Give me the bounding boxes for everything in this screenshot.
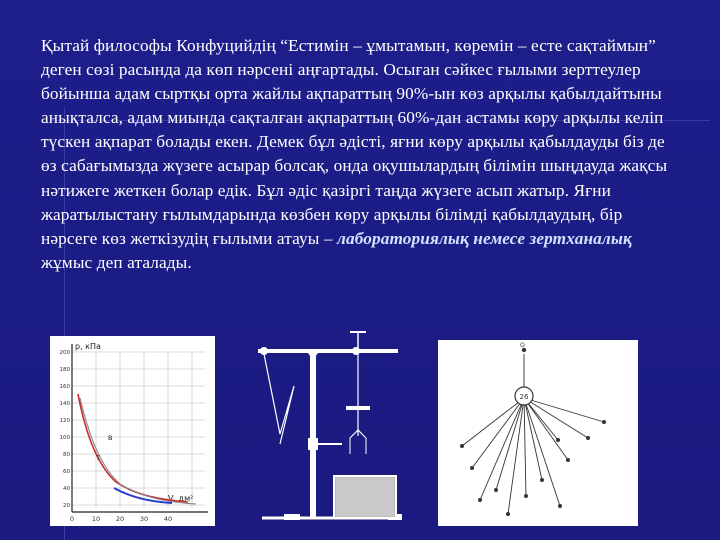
stand-clamp bbox=[308, 438, 318, 450]
x-tick: 40 bbox=[163, 515, 173, 523]
graph-curve-blue bbox=[114, 488, 172, 503]
apparatus-hanger bbox=[308, 353, 318, 360]
graph-curve-red bbox=[78, 394, 188, 502]
apparatus-string bbox=[264, 354, 294, 444]
ray-lines bbox=[462, 354, 604, 514]
y-tick: 40 bbox=[63, 486, 70, 492]
y-tick: 200 bbox=[59, 350, 70, 356]
apparatus-foot bbox=[284, 514, 300, 520]
block-texture bbox=[336, 478, 394, 516]
x-tick: 30 bbox=[139, 515, 149, 523]
x-tick: 20 bbox=[115, 515, 125, 523]
weight-plate bbox=[346, 406, 370, 410]
lever-apparatus-figure bbox=[246, 326, 410, 526]
y-tick: 20 bbox=[63, 503, 70, 509]
graph-x-label: V, дм² bbox=[168, 494, 194, 503]
ray-diagram bbox=[438, 340, 638, 526]
curve-label: B bbox=[108, 434, 113, 442]
lever-apparatus bbox=[246, 326, 410, 526]
ray-end-markers bbox=[460, 420, 606, 516]
y-tick: 160 bbox=[59, 384, 70, 390]
y-tick: 180 bbox=[59, 367, 70, 373]
paragraph-highlight: лабораториялық немесе зертханалық bbox=[337, 228, 632, 248]
beam-pivot bbox=[352, 347, 360, 355]
pressure-volume-graph-figure bbox=[50, 336, 215, 526]
y-tick: 120 bbox=[59, 418, 70, 424]
ray-center-label: 26 bbox=[519, 393, 529, 401]
x-tick: 10 bbox=[91, 515, 101, 523]
beam-pivot bbox=[260, 347, 268, 355]
paragraph-ending: жұмыс деп аталады. bbox=[41, 252, 192, 272]
ray-diagram-figure bbox=[438, 340, 638, 526]
graph-grid bbox=[72, 352, 205, 508]
apparatus-beam bbox=[258, 349, 398, 353]
y-tick: 60 bbox=[63, 469, 70, 475]
y-tick: 140 bbox=[59, 401, 70, 407]
graph-x-ticks bbox=[70, 515, 172, 523]
graph-y-label: p, кПа bbox=[75, 342, 101, 351]
ray-top-label: O bbox=[520, 342, 525, 349]
y-tick: 100 bbox=[59, 435, 70, 441]
curve-label: T bbox=[96, 454, 100, 462]
x-tick: 0 bbox=[69, 515, 75, 523]
pressure-volume-graph bbox=[50, 336, 215, 526]
graph-y-ticks bbox=[60, 350, 71, 509]
apparatus-stand bbox=[310, 350, 316, 518]
paragraph-text: Қытай философы Конфуцийдің “Естимін – ұмытамын, көремін – есте сақтаймын” деген сөзі расында да көп нәрсені аңғартады. Осыған сәйкес ғылыми зерттеулер бойынша адам сыртқы орта жайлы ақпараттың 90%-ын көз арқылы қабылдайтыны анықталса, адам миында сақталған ақпараттың 60%-дан астамы көру арқылы келіп түскен ақпарат болады екен. Демек бұл әдісті, яғни көру арқылы қабылдауды біз де өз сабағымызда жүзеге асырар болсақ, онда оқушылардың білімін шыңдауда жақсы нәтижеге жеткен болар едік. Бұл әдіс қазіргі таңда жүзеге асып жатыр. Яғни жаратылыстану ғылымдарында көзбен көру арқылы білімді қабылдаудың, бір нәрсеге көз жеткізудің ғылыми атауы – bbox=[41, 36, 668, 248]
y-tick: 80 bbox=[63, 452, 70, 458]
slide-paragraph bbox=[41, 34, 681, 275]
